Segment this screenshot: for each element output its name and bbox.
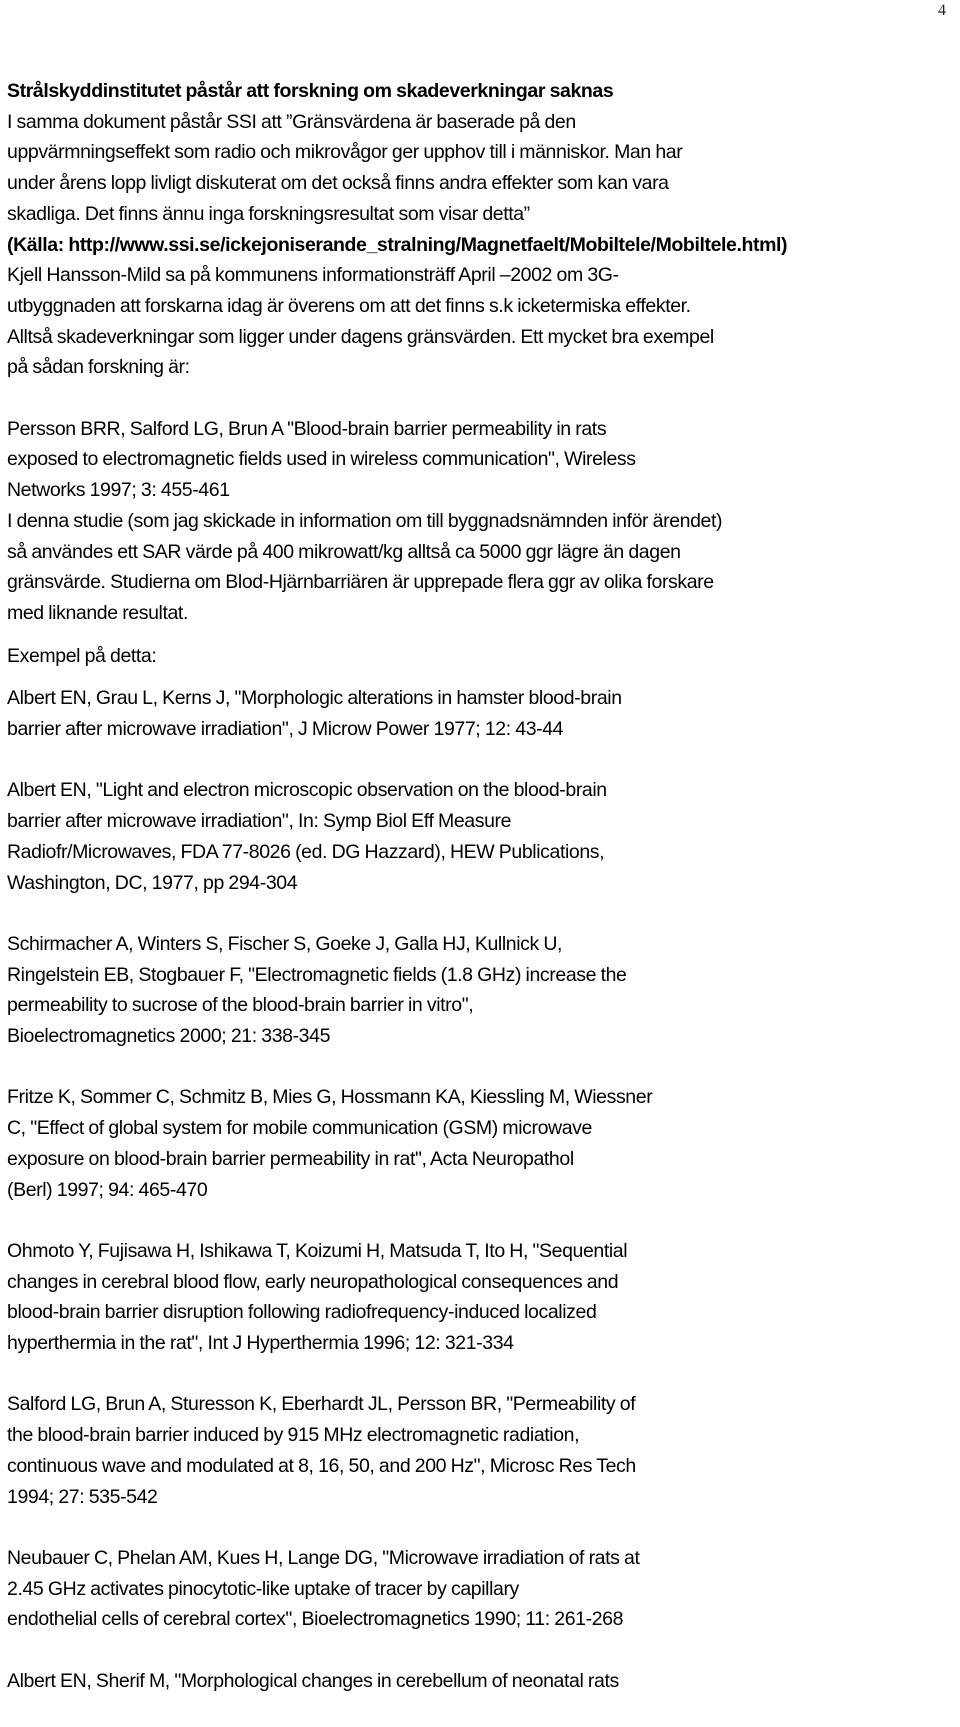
text-line: hyperthermia in the rat", Int J Hyperthermia 1996; 12: 321-334 bbox=[7, 1332, 514, 1355]
reference-item bbox=[7, 1236, 907, 1359]
paragraph-study-note bbox=[7, 506, 907, 629]
text-line: Radiofr/Microwaves, FDA 77-8026 (ed. DG Hazzard), HEW Publications, bbox=[7, 840, 605, 863]
text-line: Albert EN, Sherif M, "Morphological changes in cerebellum of neonatal rats bbox=[7, 1669, 619, 1692]
reference-item bbox=[7, 1666, 907, 1697]
text-line: barrier after microwave irradiation", J Microw Power 1977; 12: 43-44 bbox=[7, 718, 564, 741]
text-line: på sådan forskning är: bbox=[7, 356, 190, 379]
text-line: barrier after microwave irradiation", In: Symp Biol Eff Measure bbox=[7, 810, 512, 833]
text-line: Alltså skadeverkningar som ligger under dagens gränsvärden. Ett mycket bra exempel bbox=[7, 325, 714, 348]
text-line: Ringelstein EB, Stogbauer F, "Electromagnetic fields (1.8 GHz) increase the bbox=[7, 963, 627, 986]
examples-label: Exempel på detta: bbox=[7, 644, 157, 667]
section-heading: Strålskyddinstitutet påstår att forskning om skadeverkningar saknas bbox=[7, 80, 614, 102]
reference-list bbox=[7, 683, 907, 1696]
text-line: blood-brain barrier disruption following radiofrequency-induced localized bbox=[7, 1301, 597, 1324]
text-line: Ohmoto Y, Fujisawa H, Ishikawa T, Koizumi H, Matsuda T, Ito H, "Sequential bbox=[7, 1239, 628, 1262]
page-number: 4 bbox=[938, 2, 946, 19]
text-line: Persson BRR, Salford LG, Brun A "Blood-brain barrier permeability in rats bbox=[7, 417, 607, 440]
text-line: exposed to electromagnetic fields used in wireless communication", Wireless bbox=[7, 448, 636, 471]
text-line: Washington, DC, 1977, pp 294-304 bbox=[7, 871, 298, 894]
text-line: Schirmacher A, Winters S, Fischer S, Goeke J, Galla HJ, Kullnick U, bbox=[7, 932, 563, 955]
text-line: med liknande resultat. bbox=[7, 601, 188, 624]
paragraph-hansson-mild bbox=[7, 260, 907, 383]
text-line: exposure on blood-brain barrier permeability in rat", Acta Neuropathol bbox=[7, 1147, 574, 1170]
text-line: uppvärmningseffekt som radio och mikrovågor ger upphov till i människor. Man har bbox=[7, 141, 683, 164]
text-line: utbyggnaden att forskarna idag är överens om att det finns s.k icketermiska effekter. bbox=[7, 294, 691, 317]
text-line: skadliga. Det finns ännu inga forskningsresultat som visar detta” bbox=[7, 202, 530, 225]
text-line: Albert EN, "Light and electron microscopic observation on the blood-brain bbox=[7, 779, 607, 802]
reference-item bbox=[7, 929, 907, 1052]
spacer bbox=[7, 671, 907, 683]
reference-item bbox=[7, 1082, 907, 1205]
text-line: 1994; 27: 535-542 bbox=[7, 1485, 158, 1508]
text-line: så användes ett SAR värde på 400 mikrowatt/kg alltså ca 5000 ggr lägre än dagen bbox=[7, 540, 681, 563]
reference-item bbox=[7, 683, 907, 744]
text-line: I samma dokument påstår SSI att ”Gränsvärdena är baserade på den bbox=[7, 110, 576, 133]
text-line: under årens lopp livligt diskuterat om det också finns andra effekter som kan vara bbox=[7, 172, 669, 195]
text-line: gränsvärde. Studierna om Blod-Hjärnbarriären är upprepade flera ggr av olika forskare bbox=[7, 571, 714, 594]
text-line: C, "Effect of global system for mobile communication (GSM) microwave bbox=[7, 1117, 592, 1140]
text-line: Neubauer C, Phelan AM, Kues H, Lange DG, "Microwave irradiation of rats at bbox=[7, 1546, 640, 1569]
text-line: continuous wave and modulated at 8, 16, 50, and 200 Hz", Microsc Res Tech bbox=[7, 1454, 636, 1477]
text-line: 2.45 GHz activates pinocytotic-like uptake of tracer by capillary bbox=[7, 1577, 519, 1600]
text-line: Bioelectromagnetics 2000; 21: 338-345 bbox=[7, 1025, 331, 1048]
text-line: Salford LG, Brun A, Sturesson K, Eberhardt JL, Persson BR, "Permeability of bbox=[7, 1393, 636, 1416]
reference-item bbox=[7, 775, 907, 898]
paragraph-ssi-quote bbox=[7, 107, 907, 230]
text-line: Kjell Hansson-Mild sa på kommunens informationsträff April –2002 om 3G- bbox=[7, 264, 619, 287]
reference-item bbox=[7, 1389, 907, 1512]
reference-item bbox=[7, 1543, 907, 1635]
text-line: (Berl) 1997; 94: 465-470 bbox=[7, 1178, 208, 1201]
text-line: endothelial cells of cerebral cortex", Bioelectromagnetics 1990; 11: 261-268 bbox=[7, 1608, 624, 1631]
spacer bbox=[7, 383, 907, 414]
text-line: Albert EN, Grau L, Kerns J, "Morphologic alterations in hamster blood-brain bbox=[7, 687, 622, 710]
spacer bbox=[7, 629, 907, 641]
text-line: changes in cerebral blood flow, early neuropathological consequences and bbox=[7, 1270, 619, 1293]
text-line: Fritze K, Sommer C, Schmitz B, Mies G, Hossmann KA, Kiessling M, Wiessner bbox=[7, 1086, 653, 1109]
source-link[interactable]: (Källa: http://www.ssi.se/ickejoniserande_stralning/Magnetfaelt/Mobiltele/Mobiltele.html) bbox=[7, 233, 788, 256]
text-line: the blood-brain barrier induced by 915 MHz electromagnetic radiation, bbox=[7, 1424, 580, 1447]
text-line: I denna studie (som jag skickade in information om till byggnadsnämnden inför ärendet) bbox=[7, 509, 723, 532]
text-line: permeability to sucrose of the blood-brain barrier in vitro", bbox=[7, 994, 474, 1017]
text-line: Networks 1997; 3: 455-461 bbox=[7, 479, 230, 502]
reference-persson bbox=[7, 414, 907, 506]
document-body bbox=[7, 76, 907, 1727]
